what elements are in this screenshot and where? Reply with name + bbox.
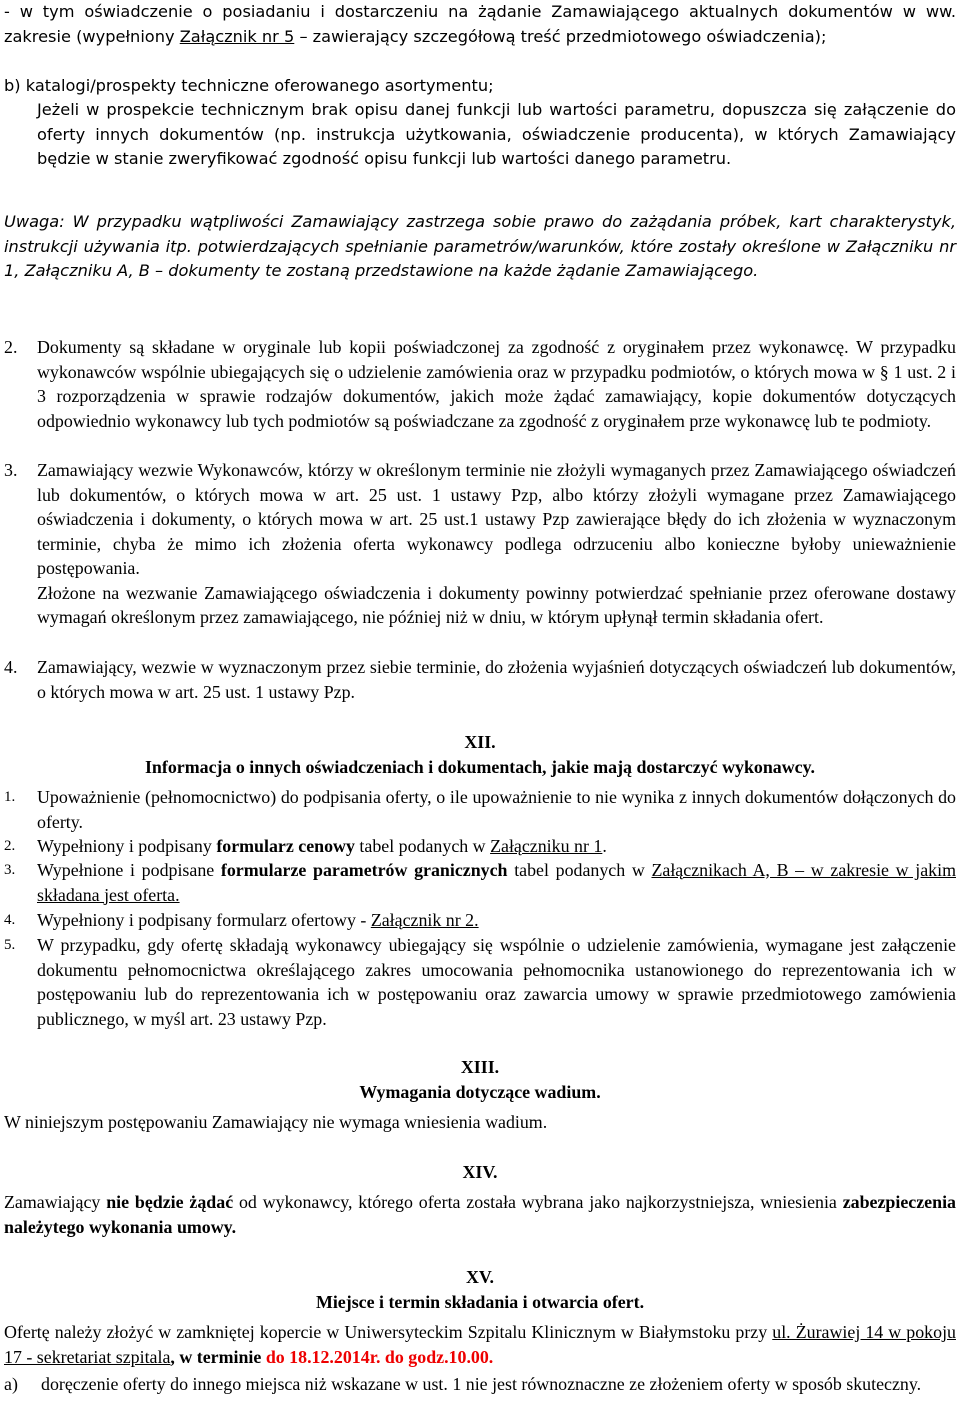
point-b-marker: b): [4, 76, 21, 95]
list-item-text: [37, 858, 956, 907]
section-xiii-text: W niniejszym postępowaniu Zamawiający nie wymaga wniesienia wadium.: [4, 1112, 548, 1132]
section-xv-text: [4, 1320, 956, 1369]
list-item-number: 1.: [4, 789, 16, 805]
xii-item-5: [0, 933, 960, 1031]
deadline-label: , w terminie: [170, 1346, 262, 1367]
zalacznik5-link[interactable]: Załącznik nr 5: [179, 26, 295, 46]
intro-text-rest: – zawierający szczegółową treść przedmiotowego oświadczenia);: [299, 26, 827, 46]
section-xii-number: XII.: [464, 732, 496, 752]
text-span: Wypełniony i podpisany: [37, 836, 212, 856]
list-item-text: W przypadku, gdy ofertę składają wykonawcy ubiegający się wspólnie o udzielenie zamówienia, wymagane jest załączenie dokumentu pełnomocnictwa określającego zakres umocowania pełnomocnika ustanowionego do reprezentowania ich w postępowaniu lub do reprezentowania ich w postępowaniu oraz zawarcia umowy w sprawie przedmiotowego zamówienia publicznego, w myśl art. 23 ustawy Pzp.: [37, 935, 956, 1029]
list-item-number: 2.: [4, 337, 18, 357]
point-b-detail: Jeżeli w prospekcie technicznym brak opisu danej funkcji lub wartości parametru, dopuszcza się załączenie do oferty innych dokumentów (np. instrukcja użytkowania, oświadczenie producenta), w których Zamawiający będzie w stanie zweryfikować zgodność opisu funkcji lub wartości danego parametru.: [37, 100, 956, 168]
xii-item-3: [0, 858, 960, 907]
intro-paragraph: [4, 0, 956, 49]
deadline-value: do 18.12.2014r. do godz.10.00.: [265, 1346, 494, 1367]
list-item-text: Zamawiający wezwie Wykonawców, którzy w określonym terminie nie złożyli wymaganych przez Zamawiającego oświadczeń lub dokumentów, o których mowa w art. 25 ust. 1 ustawy Pzp, albo którzy złożyli wymagane przez Zamawiającego oświadczenia i dokumenty, o których mowa w art. 25 ust.1 ustawy Pzp zawierające błędy do ich złożenia w wyznaczonym terminie, chyba że mimo ich złożenia oferta wykonawcy podlega odrzuceniu albo konieczne byłoby unieważnienie postępowania.: [37, 460, 956, 578]
text-span: tabel podanych w: [514, 860, 645, 880]
list-item-text: Zamawiający, wezwie w wyznaczonym przez siebie terminie, do złożenia wyjaśnień dotyczących oświadczeń lub dokumentów, o których mowa w art. 25 ust. 1 ustawy Pzp.: [37, 657, 956, 702]
uwaga-note: Uwaga: W przypadku wątpliwości Zamawiający zastrzega sobie prawo do zażądania próbek, kart charakterystyk, instrukcji używania itp. potwierdzających spełnianie parametrów/warunków, które zostały określone w Załączniku nr 1, Załączniku A, B – dokumenty te zostaną przedstawione na każde żądanie Zamawiającego.: [4, 212, 956, 280]
address-link[interactable]: ul. Żurawiej 14 w pokoju 17 - sekretariat szpitala: [4, 1322, 956, 1367]
bold-text: formularz cenowy: [216, 836, 355, 856]
section-xiii-title: Wymagania dotyczące wadium.: [359, 1082, 601, 1102]
zalacznik2-link[interactable]: Załącznik nr 2.: [370, 910, 479, 930]
list-item-4: [0, 655, 960, 704]
text-span: Ofertę należy złożyć w zamkniętej kopercie w Uniwersyteckim Szpitalu Klinicznym w Białymstoku przy: [4, 1322, 768, 1342]
list-item-text: Dokumenty są składane w oryginale lub kopii poświadczonej za zgodność z oryginałem przez wykonawcę. W przypadku wykonawców wspólnie ubiegających się o udzielenie zamówienia oraz w przypadku podmiotów, o których mowa w § 1 ust. 2 i 3 rozporządzenia w sprawie rodzajów dokumentów, jakich może żądać zamawiający, kopie dokumentów dotyczących odpowiednio wykonawcy lub tych podmiotów są poświadczane za zgodność z oryginałem prze wykonawcę lub te podmioty.: [37, 337, 956, 431]
list-item-number: 4.: [4, 912, 16, 928]
text-span: Wypełnione i podpisane: [37, 860, 215, 880]
text-span: Zamawiający: [4, 1192, 101, 1212]
zalaczniki-ab-link[interactable]: Załącznikach A, B – w zakresie w jakim składana jest oferta.: [37, 860, 956, 905]
bold-text: zabezpieczenia należytego wykonania umowy.: [4, 1192, 956, 1237]
xii-item-1: [0, 785, 960, 834]
list-item-text: [37, 834, 956, 859]
xii-item-4: [0, 908, 960, 933]
list-item-number: 5.: [4, 937, 16, 953]
section-xii-title: Informacja o innych oświadczeniach i dokumentach, jakie mają dostarczyć wykonawcy.: [144, 757, 816, 777]
list-item-number: 2.: [4, 838, 16, 854]
list-item-text: [37, 908, 956, 933]
section-xv-title: Miejsce i termin składania i otwarcia ofert.: [315, 1292, 645, 1312]
text-span: tabel podanych w: [359, 836, 486, 856]
list-item-text-continued: Złożone na wezwanie Zamawiającego oświadczenia i dokumenty powinny potwierdzać spełnianie przez oferowane dostawy wymagań określonym przez zamawiającego, nie później niż w dniu, w którym upłynął termin składania ofert.: [37, 582, 956, 627]
section-xiv-text: [4, 1190, 956, 1239]
list-item-number: 3.: [4, 460, 18, 480]
list-item-number: 3.: [4, 862, 16, 878]
point-b: [4, 74, 956, 99]
section-xiii-number: XIII.: [460, 1057, 500, 1077]
xv-point-a: [0, 1372, 960, 1397]
list-item-3: [0, 458, 960, 630]
section-xiv-number: XIV.: [462, 1162, 498, 1182]
list-item-marker: a): [4, 1374, 18, 1394]
list-item-number: 4.: [4, 657, 18, 677]
list-item-text: Upoważnienie (pełnomocnictwo) do podpisania oferty, o ile upoważnienie to nie wynika z innych dokumentów dołączonych do oferty.: [37, 787, 956, 832]
bold-text: nie będzie żądać: [106, 1192, 234, 1212]
point-b-text: katalogi/prospekty techniczne oferowanego asortymentu;: [25, 76, 494, 95]
zalacznik1-link[interactable]: Załączniku nr 1: [490, 836, 603, 856]
section-xv-number: XV.: [465, 1267, 494, 1287]
intro-text: - w tym oświadczenie o posiadaniu i dostarczeniu na żądanie Zamawiającego aktualnych dokumentów w ww. zakresie (wypełniony: [4, 2, 956, 46]
text-span: od wykonawcy, którego oferta została wybrana jako najkorzystniejsza, wniesienia: [238, 1192, 837, 1212]
text-span: Wypełniony i podpisany formularz ofertowy -: [37, 910, 367, 930]
text-span: .: [602, 836, 607, 856]
bold-text: formularze parametrów granicznych: [220, 860, 508, 880]
list-item-text: doręczenie oferty do innego miejsca niż wskazane w ust. 1 nie jest równoznaczne ze złożeniem oferty w sposób skuteczny.: [41, 1374, 922, 1394]
xii-item-2: [0, 834, 960, 859]
list-item-2: [0, 335, 960, 433]
